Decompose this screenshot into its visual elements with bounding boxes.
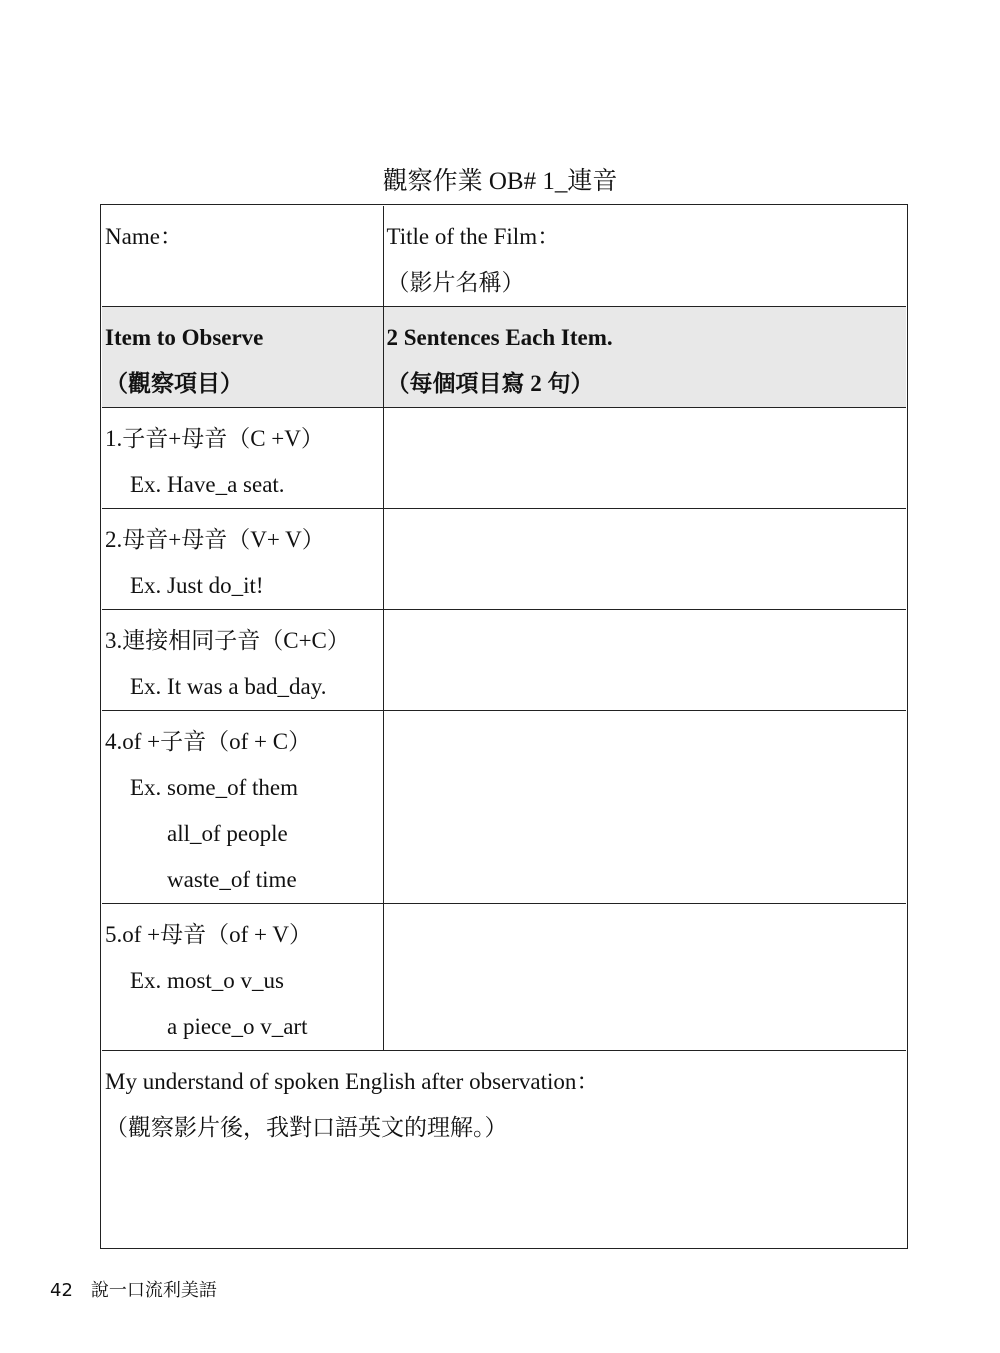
book-title: 說一口流利美語 — [90, 1280, 217, 1301]
summary-cell[interactable] — [102, 1051, 906, 1307]
item-label-3: 3.連接相同子音（C+C） — [105, 628, 350, 653]
sentence-answer-cell-4[interactable] — [383, 711, 906, 904]
item-example: all_of people — [167, 821, 288, 846]
table-row — [102, 408, 906, 509]
item-header-zh: （觀察項目） — [105, 371, 243, 396]
item-label-2: 2.母音+母音（V+ V） — [105, 527, 325, 552]
page-number: 42 — [50, 1280, 73, 1301]
item-cell-3 — [102, 610, 383, 711]
item-example: Ex. Just do_it! — [130, 573, 264, 598]
summary-row — [102, 1051, 906, 1307]
item-label-4: 4.of +子音（of + C） — [105, 729, 312, 754]
summary-label-en: My understand of spoken English after observation： — [105, 1069, 600, 1094]
item-label-5: 5.of +母音（of + V） — [105, 922, 312, 947]
observation-table — [102, 206, 906, 1307]
item-example: Ex. Have_a seat. — [130, 472, 285, 497]
film-title-label: Title of the Film： — [386, 224, 561, 249]
table-row — [102, 904, 906, 1051]
sentences-header-zh: （每個項目寫 2 句） — [386, 371, 594, 396]
item-label-1: 1.子音+母音（C +V） — [105, 426, 324, 451]
page-footer — [50, 1279, 217, 1303]
film-title-cell[interactable] — [383, 206, 906, 307]
sentences-header-en: 2 Sentences Each Item. — [386, 325, 613, 350]
table-row — [102, 509, 906, 610]
item-example: a piece_o v_art — [167, 1014, 308, 1039]
item-example: Ex. most_o v_us — [130, 968, 284, 993]
table-row — [102, 610, 906, 711]
sentences-header-cell — [383, 307, 906, 408]
table-row — [102, 711, 906, 904]
item-example: waste_of time — [167, 867, 297, 892]
item-header-en: Item to Observe — [105, 325, 264, 350]
film-title-label-zh: （影片名稱） — [386, 270, 525, 295]
worksheet-title: 觀察作業 OB# 1_連音 — [382, 168, 618, 195]
item-cell-2 — [102, 509, 383, 610]
header-row — [102, 307, 906, 408]
item-example: Ex. It was a bad_day. — [130, 674, 327, 699]
sentence-answer-cell-3[interactable] — [383, 610, 906, 711]
sentence-answer-cell-2[interactable] — [383, 509, 906, 610]
sentence-answer-cell-1[interactable] — [383, 408, 906, 509]
name-cell[interactable] — [102, 206, 383, 307]
summary-label-zh: （觀察影片後，我對口語英文的理解。） — [105, 1115, 508, 1140]
item-cell-5 — [102, 904, 383, 1051]
item-header-cell — [102, 307, 383, 408]
item-cell-1 — [102, 408, 383, 509]
name-label: Name： — [105, 224, 183, 249]
name-row — [102, 206, 906, 307]
sentence-answer-cell-5[interactable] — [383, 904, 906, 1051]
item-cell-4 — [102, 711, 383, 904]
item-example: Ex. some_of them — [130, 775, 298, 800]
